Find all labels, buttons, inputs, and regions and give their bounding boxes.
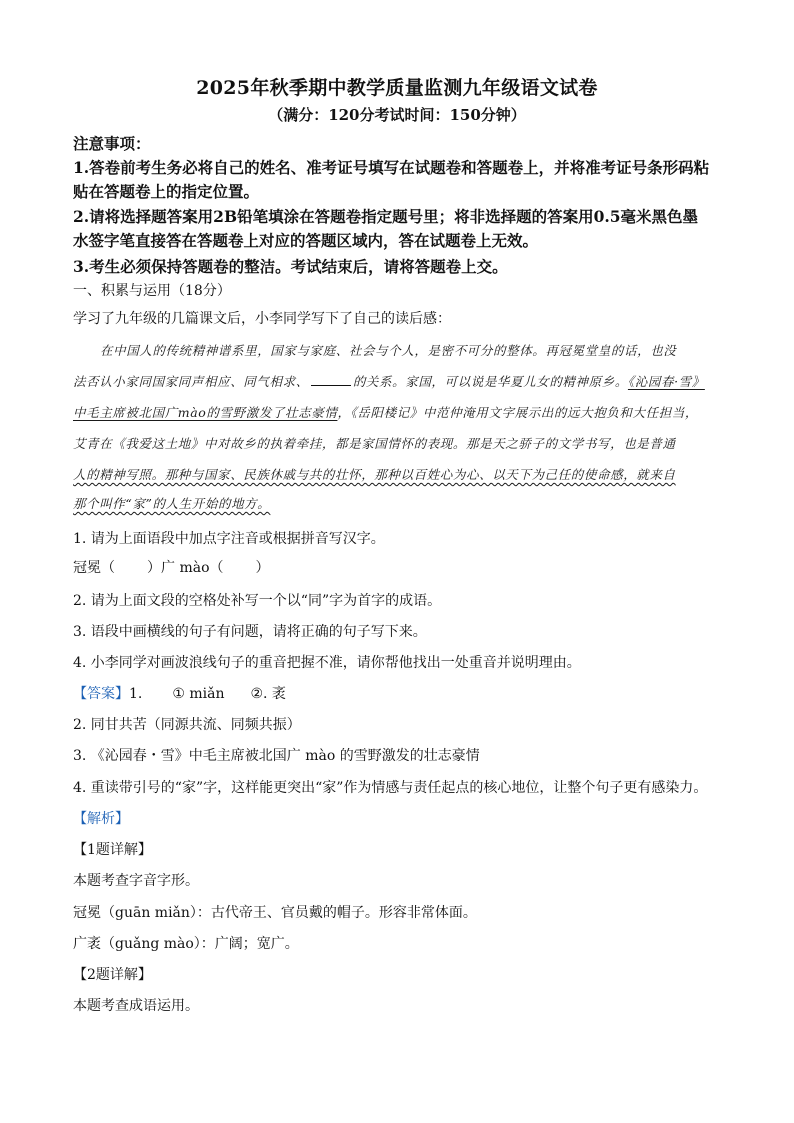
wavy-sentence-part1: 人的精神写照。那种与国家、民族休戚与共的壮怀，那种以百姓心为心、以天下为己任的使命感，就来自	[73, 467, 676, 482]
passage-line-5	[73, 465, 676, 483]
answer-label: 【答案】	[73, 686, 129, 702]
answer-1-part2: ②. 袤	[250, 686, 286, 702]
exam-title: 2025年秋季期中教学质量监测九年级语文试卷	[196, 77, 598, 99]
question-2: 2. 请为上面文段的空格处补写一个以“同”字为首字的成语。	[73, 593, 442, 609]
fill-2: ）广 mào（	[147, 560, 224, 576]
detail-1-line-1: 冠冕（guān miǎn）：古代帝王、官员戴的帽子。形容非常体面。	[73, 905, 477, 921]
notice-item-2a: 2.请将选择题答案用2B铅笔填涂在答题卷指定题号里；将非选择题的答案用0.5毫米黑色墨	[73, 207, 699, 226]
detail-2-heading: 【2题详解】	[73, 967, 152, 983]
notice-item-1a: 1.答卷前考生务必将自己的姓名、准考证号填写在试题卷和答题卷上，并将准考证号条形码粘	[73, 158, 710, 177]
detail-1-heading: 【1题详解】	[73, 842, 152, 858]
notice-heading: 注意事项：	[73, 134, 151, 153]
answer-1-part1: ① miǎn	[172, 686, 225, 702]
idiom-blank	[311, 373, 351, 386]
passage-line-3	[73, 403, 698, 421]
passage-line-6	[73, 494, 270, 512]
answer-2: 2. 同甘共苦（同源共流、同频共振）	[73, 717, 301, 733]
passage-line-3b: ，《岳阳楼记》中范仲淹用文字展示出的远大抱负和大任担当，	[337, 405, 698, 420]
passage-line-2a: 法否认小家同国家同声相应、同气相求、	[73, 374, 309, 389]
question-4: 4. 小李同学对画波浪线句子的重音把握不准，请你帮他找出一处重音并说明理由。	[73, 655, 581, 671]
answer-1-num: 1.	[129, 686, 143, 702]
passage-line-2	[73, 372, 705, 390]
question-1: 1. 请为上面语段中加点字注音或根据拼音写汉字。	[73, 531, 385, 547]
fill-3: ）	[255, 560, 270, 576]
section-heading: 一、积累与运用（18分）	[73, 283, 231, 299]
question-1-fill	[73, 557, 270, 577]
answer-4: 4. 重读带引号的“家”字，这样能更突出“家”作为情感与责任起点的核心地位，让整个句子更有感染力。	[73, 780, 708, 796]
detail-1-intro: 本题考查字音字形。	[73, 873, 199, 889]
wavy-sentence-part2: 那个叫作“家”的人生开始的地方。	[73, 496, 271, 511]
passage-line-2b: 的关系。家国，可以说是华夏儿女的精神原乡。	[352, 374, 628, 389]
notice-item-3: 3.考生必须保持答题卷的整洁。考试结束后，请将答题卷上交。	[73, 257, 508, 276]
analysis-label: 【解析】	[73, 811, 129, 827]
passage-line-2c: 《沁园春·雪》	[627, 374, 705, 389]
notice-item-1b: 贴在答题卷上的指定位置。	[73, 182, 260, 201]
answer-line-1	[73, 683, 286, 703]
passage-line-4: 艾青在《我爱这土地》中对故乡的执着牵挂，都是家国情怀的表现。那是天之骄子的文学书写，也是普通	[73, 436, 676, 451]
answer-3: 3. 《沁园春・雪》中毛主席被北国广 mào 的雪野激发的壮志豪情	[73, 748, 480, 764]
passage-line-1: 在中国人的传统精神谱系里，国家与家庭、社会与个人，是密不可分的整体。再冠冕堂皇的话，也没	[100, 343, 677, 358]
detail-1-line-2: 广袤（guǎng mào）：广阔；宽广。	[73, 936, 299, 952]
notice-item-2b: 水签字笔直接答在答题卷上对应的答题区域内，答在试题卷上无效。	[73, 231, 539, 250]
exam-subtitle: （满分：120分考试时间：150分钟）	[268, 106, 526, 124]
underlined-sentence: 中毛主席被北国广mào的雪野激发了壮志豪情	[73, 405, 338, 420]
fill-1: 冠冕（	[73, 560, 115, 576]
detail-2-intro: 本题考查成语运用。	[73, 998, 199, 1014]
question-3: 3. 语段中画横线的句子有问题，请将正确的句子写下来。	[73, 624, 427, 640]
section-intro: 学习了九年级的几篇课文后，小李同学写下了自己的读后感：	[73, 311, 451, 327]
